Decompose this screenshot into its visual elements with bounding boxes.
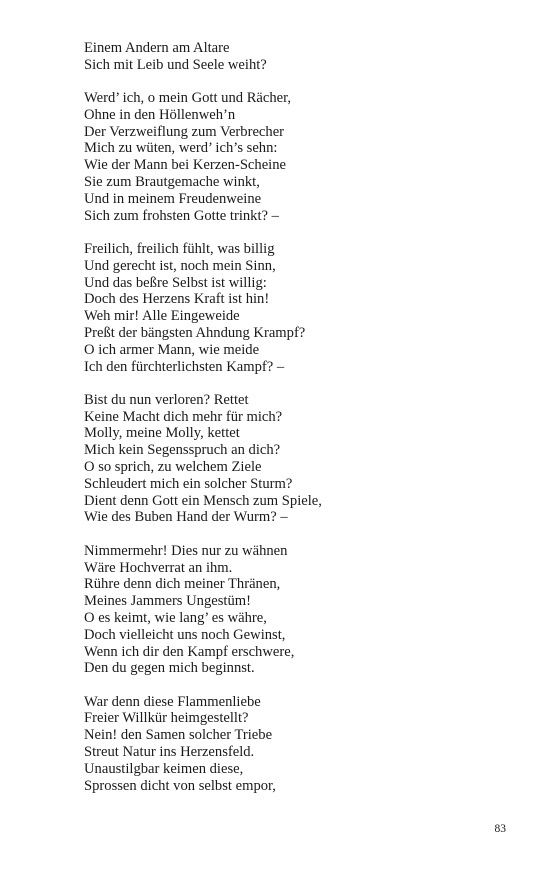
poem-line: Streut Natur ins Herzensfeld. xyxy=(84,743,255,760)
stanza-3 xyxy=(84,241,504,375)
poem-line: Molly, meine Molly, kettet xyxy=(84,425,240,442)
poem-line: O ich armer Mann, wie meide xyxy=(84,341,260,358)
poem-line: Sie zum Brautgemache winkt, xyxy=(84,174,260,191)
poem-line: Mich kein Segensspruch an dich? xyxy=(84,442,281,459)
poem-line: Den du gegen mich beginnst. xyxy=(84,660,255,677)
poem-line: Doch des Herzens Kraft ist hin! xyxy=(84,291,270,308)
poem-line: Unaustilgbar keimen diese, xyxy=(84,760,244,777)
page-number: 83 xyxy=(494,823,506,835)
poem-line: Werd’ ich, o mein Gott und Rächer, xyxy=(84,90,292,107)
poem-line: Und das beßre Selbst ist willig: xyxy=(84,274,267,291)
poem-line: Preßt der bängsten Ahndung Krampf? xyxy=(84,324,306,341)
poem-line: Und gerecht ist, noch mein Sinn, xyxy=(84,257,276,274)
stanza-6 xyxy=(84,694,504,795)
poem-line: Freilich, freilich fühlt, was billig xyxy=(84,240,275,257)
stanza-5 xyxy=(84,543,504,677)
poem-line: Sprossen dicht von selbst empor, xyxy=(84,777,276,794)
poem-line: Bist du nun verloren? Rettet xyxy=(84,391,249,408)
poem-line: Meines Jammers Ungestüm! xyxy=(84,593,251,610)
poem-line: Sich mit Leib und Seele weiht? xyxy=(84,56,267,73)
poem-line: Ohne in den Höllenweh’n xyxy=(84,106,236,123)
poem-line: Und in meinem Freudenweine xyxy=(84,190,262,207)
poem-line: Freier Willkür heimgestellt? xyxy=(84,710,249,727)
stanza-4 xyxy=(84,392,504,526)
poem-line: O es keimt, wie lang’ es währe, xyxy=(84,609,267,626)
poem-line: Doch vielleicht uns noch Gewinst, xyxy=(84,626,286,643)
stanza-2 xyxy=(84,90,504,224)
poem-text xyxy=(84,40,504,811)
poem-line: Nein! den Samen solcher Triebe xyxy=(84,727,273,744)
poem-line: Der Verzweiflung zum Verbrecher xyxy=(84,123,285,140)
poem-line: Weh mir! Alle Eingeweide xyxy=(84,308,240,325)
poem-line: Ich den fürchterlichsten Kampf? – xyxy=(84,358,285,375)
poem-line: Mich zu wüten, werd’ ich’s sehn: xyxy=(84,140,278,157)
poem-line: Nimmermehr! Dies nur zu wähnen xyxy=(84,542,288,559)
stanza-1 xyxy=(84,40,504,74)
poem-line: Dient denn Gott ein Mensch zum Spiele, xyxy=(84,492,322,509)
poem-line: Einem Andern am Altare xyxy=(84,40,230,56)
poem-line: O so sprich, zu welchem Ziele xyxy=(84,459,262,476)
poem-line: Rühre denn dich meiner Thränen, xyxy=(84,576,281,593)
poem-line: Keine Macht dich mehr für mich? xyxy=(84,408,283,425)
poem-line: Schleudert mich ein solcher Sturm? xyxy=(84,475,293,492)
poem-line: War denn diese Flammenliebe xyxy=(84,693,261,710)
poem-line: Wäre Hochverrat an ihm. xyxy=(84,559,233,576)
poem-line: Wie der Mann bei Kerzen-Scheine xyxy=(84,157,287,174)
poem-line: Wie des Buben Hand der Wurm? – xyxy=(84,509,288,526)
poem-line: Sich zum frohsten Gotte trinkt? – xyxy=(84,207,279,224)
poem-line: Wenn ich dir den Kampf erschwere, xyxy=(84,643,295,660)
